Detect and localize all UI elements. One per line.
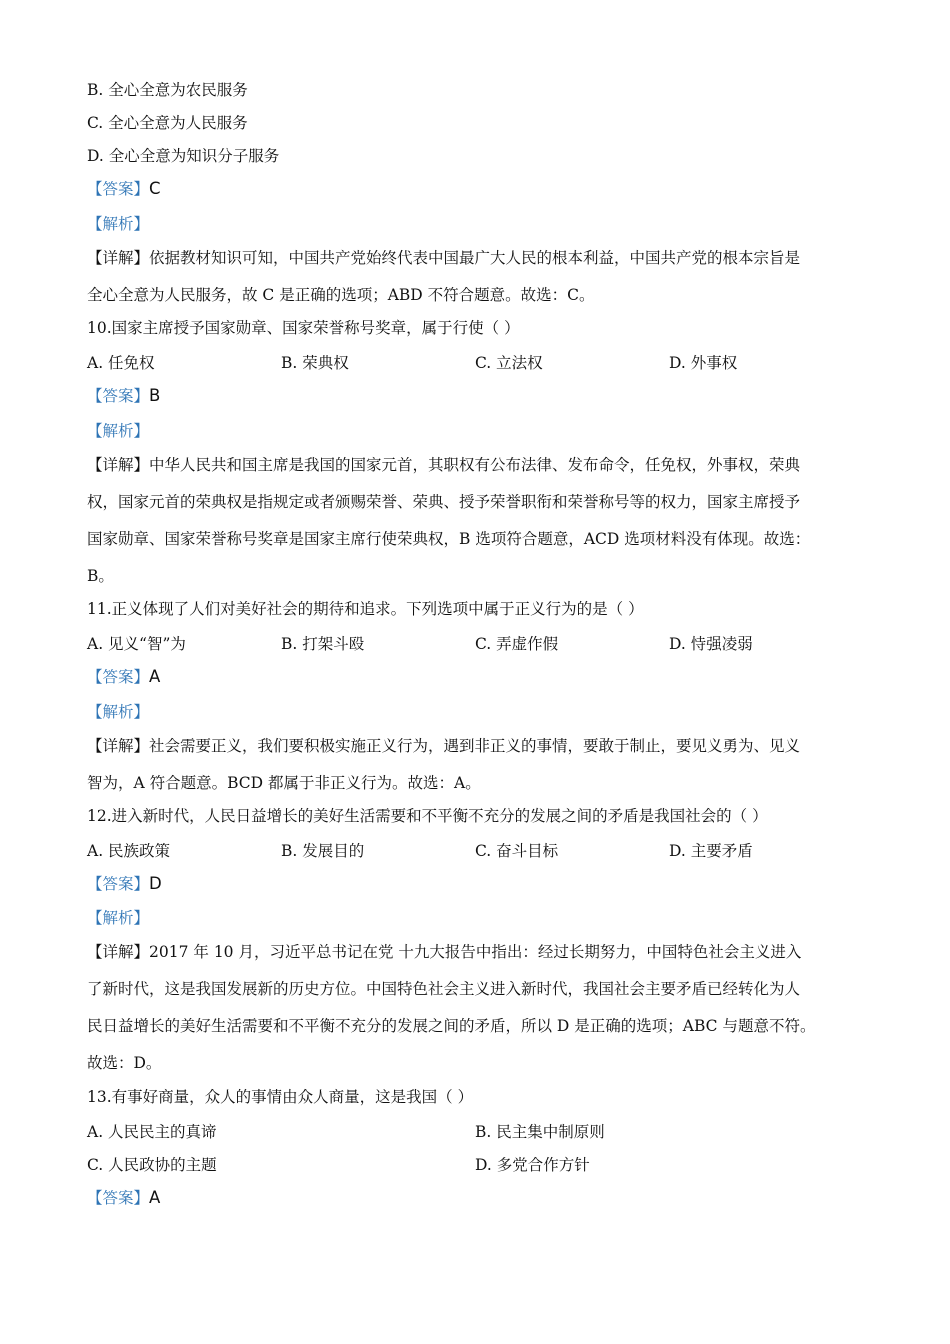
q9-analysis-label: 【解析】 xyxy=(87,215,150,233)
q11-detail-line-1 xyxy=(87,736,800,756)
q10-option-d: D. 外事权 xyxy=(669,354,738,372)
q10-stem: 10.国家主席授予国家勋章、国家荣誉称号奖章，属于行使（ ） xyxy=(87,319,520,337)
q10-option-c: C. 立法权 xyxy=(475,354,543,372)
answer-value: A xyxy=(149,667,161,686)
detail-text: 中华人民共和国主席是我国的国家元首，其职权有公布法律、发布命令，任免权，外事权，荣典 xyxy=(149,456,801,474)
answer-label: 【答案】 xyxy=(87,875,150,893)
q10-detail-line-3: 国家勋章、国家荣誉称号奖章是国家主席行使荣典权，B 选项符合题意，ACD 选项材料没有体现。故选： xyxy=(87,530,811,548)
q11-detail-line-2: 智为，A 符合题意。BCD 都属于非正义行为。故选：A。 xyxy=(87,774,481,792)
q13-option-d: D. 多党合作方针 xyxy=(475,1156,590,1174)
q10-detail-line-1 xyxy=(87,455,800,475)
detail-text: 2017 年 10 月，习近平总书记在党 十九大报告中指出：经过长期努力，中国特色社会主义进入 xyxy=(149,943,802,961)
q9-detail-line-1 xyxy=(87,248,800,268)
q11-option-b: B. 打架斗殴 xyxy=(281,635,365,653)
q12-detail-line-4: 故选：D。 xyxy=(87,1054,162,1072)
q9-option-b: B. 全心全意为农民服务 xyxy=(87,81,248,99)
answer-value: B xyxy=(149,386,161,405)
q12-option-d: D. 主要矛盾 xyxy=(669,842,753,860)
q12-answer xyxy=(87,874,162,894)
q10-detail-line-2: 权，国家元首的荣典权是指规定或者颁赐荣誉、荣典、授予荣誉职衔和荣誉称号等的权力，国家主席授予 xyxy=(87,493,801,511)
q12-stem: 12.进入新时代，人民日益增长的美好生活需要和不平衡不充分的发展之间的矛盾是我国社会的（ ） xyxy=(87,807,768,825)
q12-option-b: B. 发展目的 xyxy=(281,842,365,860)
answer-label: 【答案】 xyxy=(87,1189,150,1207)
detail-text: 依据教材知识可知，中国共产党始终代表中国最广大人民的根本利益，中国共产党的根本宗旨是 xyxy=(149,249,801,267)
detail-label: 【详解】 xyxy=(87,456,150,474)
q9-answer xyxy=(87,179,161,199)
detail-text: 社会需要正义，我们要积极实施正义行为，遇到非正义的事情，要敢于制止，要见义勇为、见义 xyxy=(149,737,801,755)
q13-answer xyxy=(87,1188,160,1208)
q11-stem: 11.正义体现了人们对美好社会的期待和追求。下列选项中属于正义行为的是（ ） xyxy=(87,600,644,618)
detail-label: 【详解】 xyxy=(87,249,150,267)
q10-answer xyxy=(87,386,160,406)
q12-option-a: A. 民族政策 xyxy=(87,842,171,860)
detail-label: 【详解】 xyxy=(87,943,150,961)
answer-value: D xyxy=(149,874,162,893)
q12-analysis-label: 【解析】 xyxy=(87,909,150,927)
answer-label: 【答案】 xyxy=(87,387,150,405)
q13-option-b: B. 民主集中制原则 xyxy=(475,1123,605,1141)
q10-detail-line-4: B。 xyxy=(87,567,114,585)
detail-label: 【详解】 xyxy=(87,737,150,755)
answer-value: C xyxy=(149,179,161,198)
q10-option-a: A. 任免权 xyxy=(87,354,155,372)
answer-label: 【答案】 xyxy=(87,180,150,198)
q10-option-b: B. 荣典权 xyxy=(281,354,349,372)
answer-value: A xyxy=(149,1188,161,1207)
q12-detail-line-1 xyxy=(87,942,801,962)
q12-detail-line-2: 了新时代，这是我国发展新的历史方位。中国特色社会主义进入新时代，我国社会主要矛盾已经转化为人 xyxy=(87,980,801,998)
q11-option-c: C. 弄虚作假 xyxy=(475,635,559,653)
q12-detail-line-3: 民日益增长的美好生活需要和不平衡不充分的发展之间的矛盾，所以 D 是正确的选项；ABC 与题意不符。 xyxy=(87,1017,816,1035)
q11-analysis-label: 【解析】 xyxy=(87,703,150,721)
answer-label: 【答案】 xyxy=(87,668,150,686)
q9-option-d: D. 全心全意为知识分子服务 xyxy=(87,147,280,165)
q11-option-a: A. 见义“智”为 xyxy=(87,635,186,653)
q11-option-d: D. 恃强凌弱 xyxy=(669,635,753,653)
q13-stem: 13.有事好商量，众人的事情由众人商量，这是我国（ ） xyxy=(87,1088,474,1106)
q9-option-c: C. 全心全意为人民服务 xyxy=(87,114,248,132)
q13-option-a: A. 人民民主的真谛 xyxy=(87,1123,217,1141)
q9-detail-line-2: 全心全意为人民服务，故 C 是正确的选项；ABD 不符合题意。故选：C。 xyxy=(87,286,595,304)
q10-analysis-label: 【解析】 xyxy=(87,422,150,440)
q11-answer xyxy=(87,667,160,687)
q12-option-c: C. 奋斗目标 xyxy=(475,842,559,860)
q13-option-c: C. 人民政协的主题 xyxy=(87,1156,217,1174)
